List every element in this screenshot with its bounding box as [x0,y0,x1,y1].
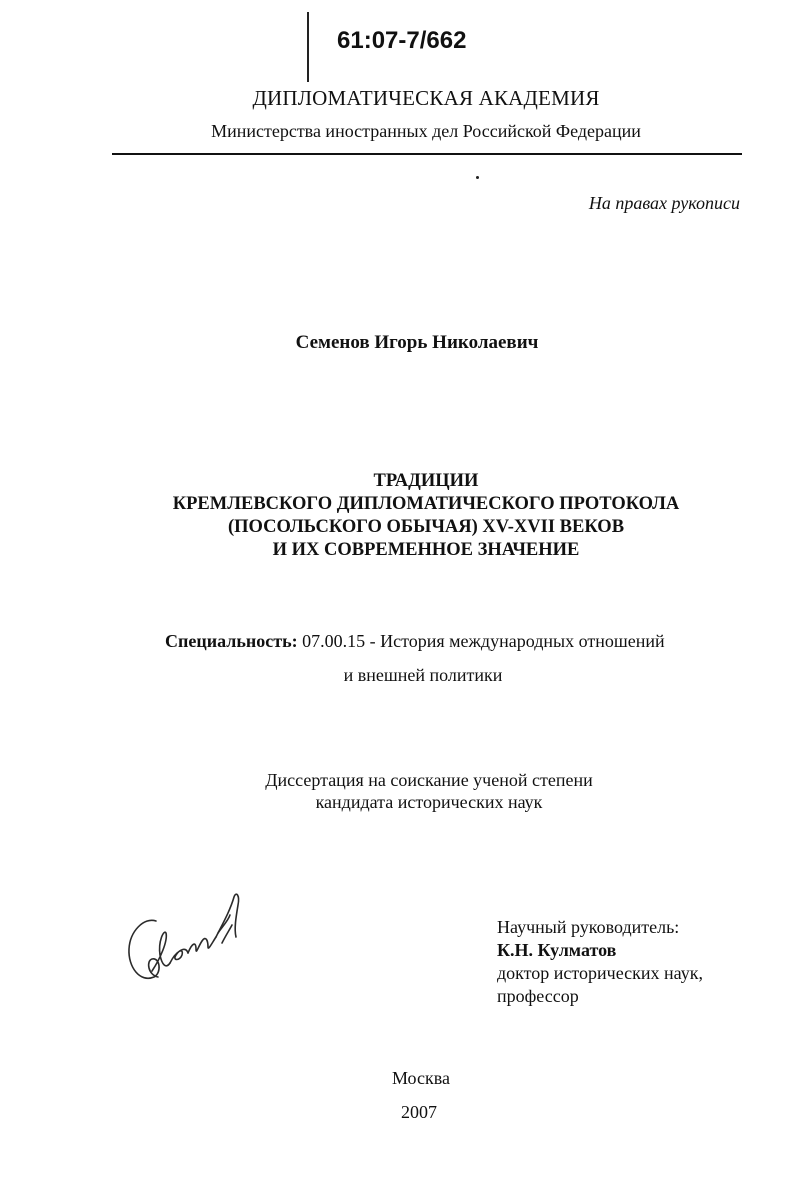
specialty-continuation: и внешней политики [343,665,503,685]
scan-speck [476,176,479,179]
title-line: ТРАДИЦИИ [373,471,479,491]
header-divider [112,153,742,155]
supervisor-block [497,916,703,1008]
dissertation-title [0,470,792,562]
handwritten-signature [122,885,262,995]
specialty-line [165,631,665,652]
degree-line-2: кандидата исторических наук [315,792,543,812]
catalog-number: 61:07-7/662 [337,27,467,54]
supervisor-degree: доктор исторических наук, [497,963,703,983]
specialty-value: 07.00.15 - История международных отношений [302,631,665,651]
academy-name: ДИПЛОМАТИЧЕСКАЯ АКАДЕМИЯ [252,86,600,110]
rights-note: На правах рукописи [588,193,740,213]
year: 2007 [401,1102,437,1122]
specialty-label: Специальность: [165,631,298,651]
title-line: КРЕМЛЕВСКОГО ДИПЛОМАТИЧЕСКОГО ПРОТОКОЛА [172,494,680,514]
degree-statement [0,769,792,813]
title-line: (ПОСОЛЬСКОГО ОБЫЧАЯ) XV-XVII ВЕКОВ [227,517,625,537]
stamp-vertical-rule [307,12,309,82]
supervisor-title: профессор [497,986,579,1006]
supervisor-name: К.Н. Кулматов [497,940,617,960]
ministry-name: Министерства иностранных дел Российской Федерации [211,121,641,141]
author-name: Семенов Игорь Николаевич [295,332,539,353]
degree-line-1: Диссертация на соискание ученой степени [265,770,593,790]
supervisor-role: Научный руководитель: [497,917,680,937]
city: Москва [392,1068,450,1088]
title-line: И ИХ СОВРЕМЕННОЕ ЗНАЧЕНИЕ [272,540,580,560]
